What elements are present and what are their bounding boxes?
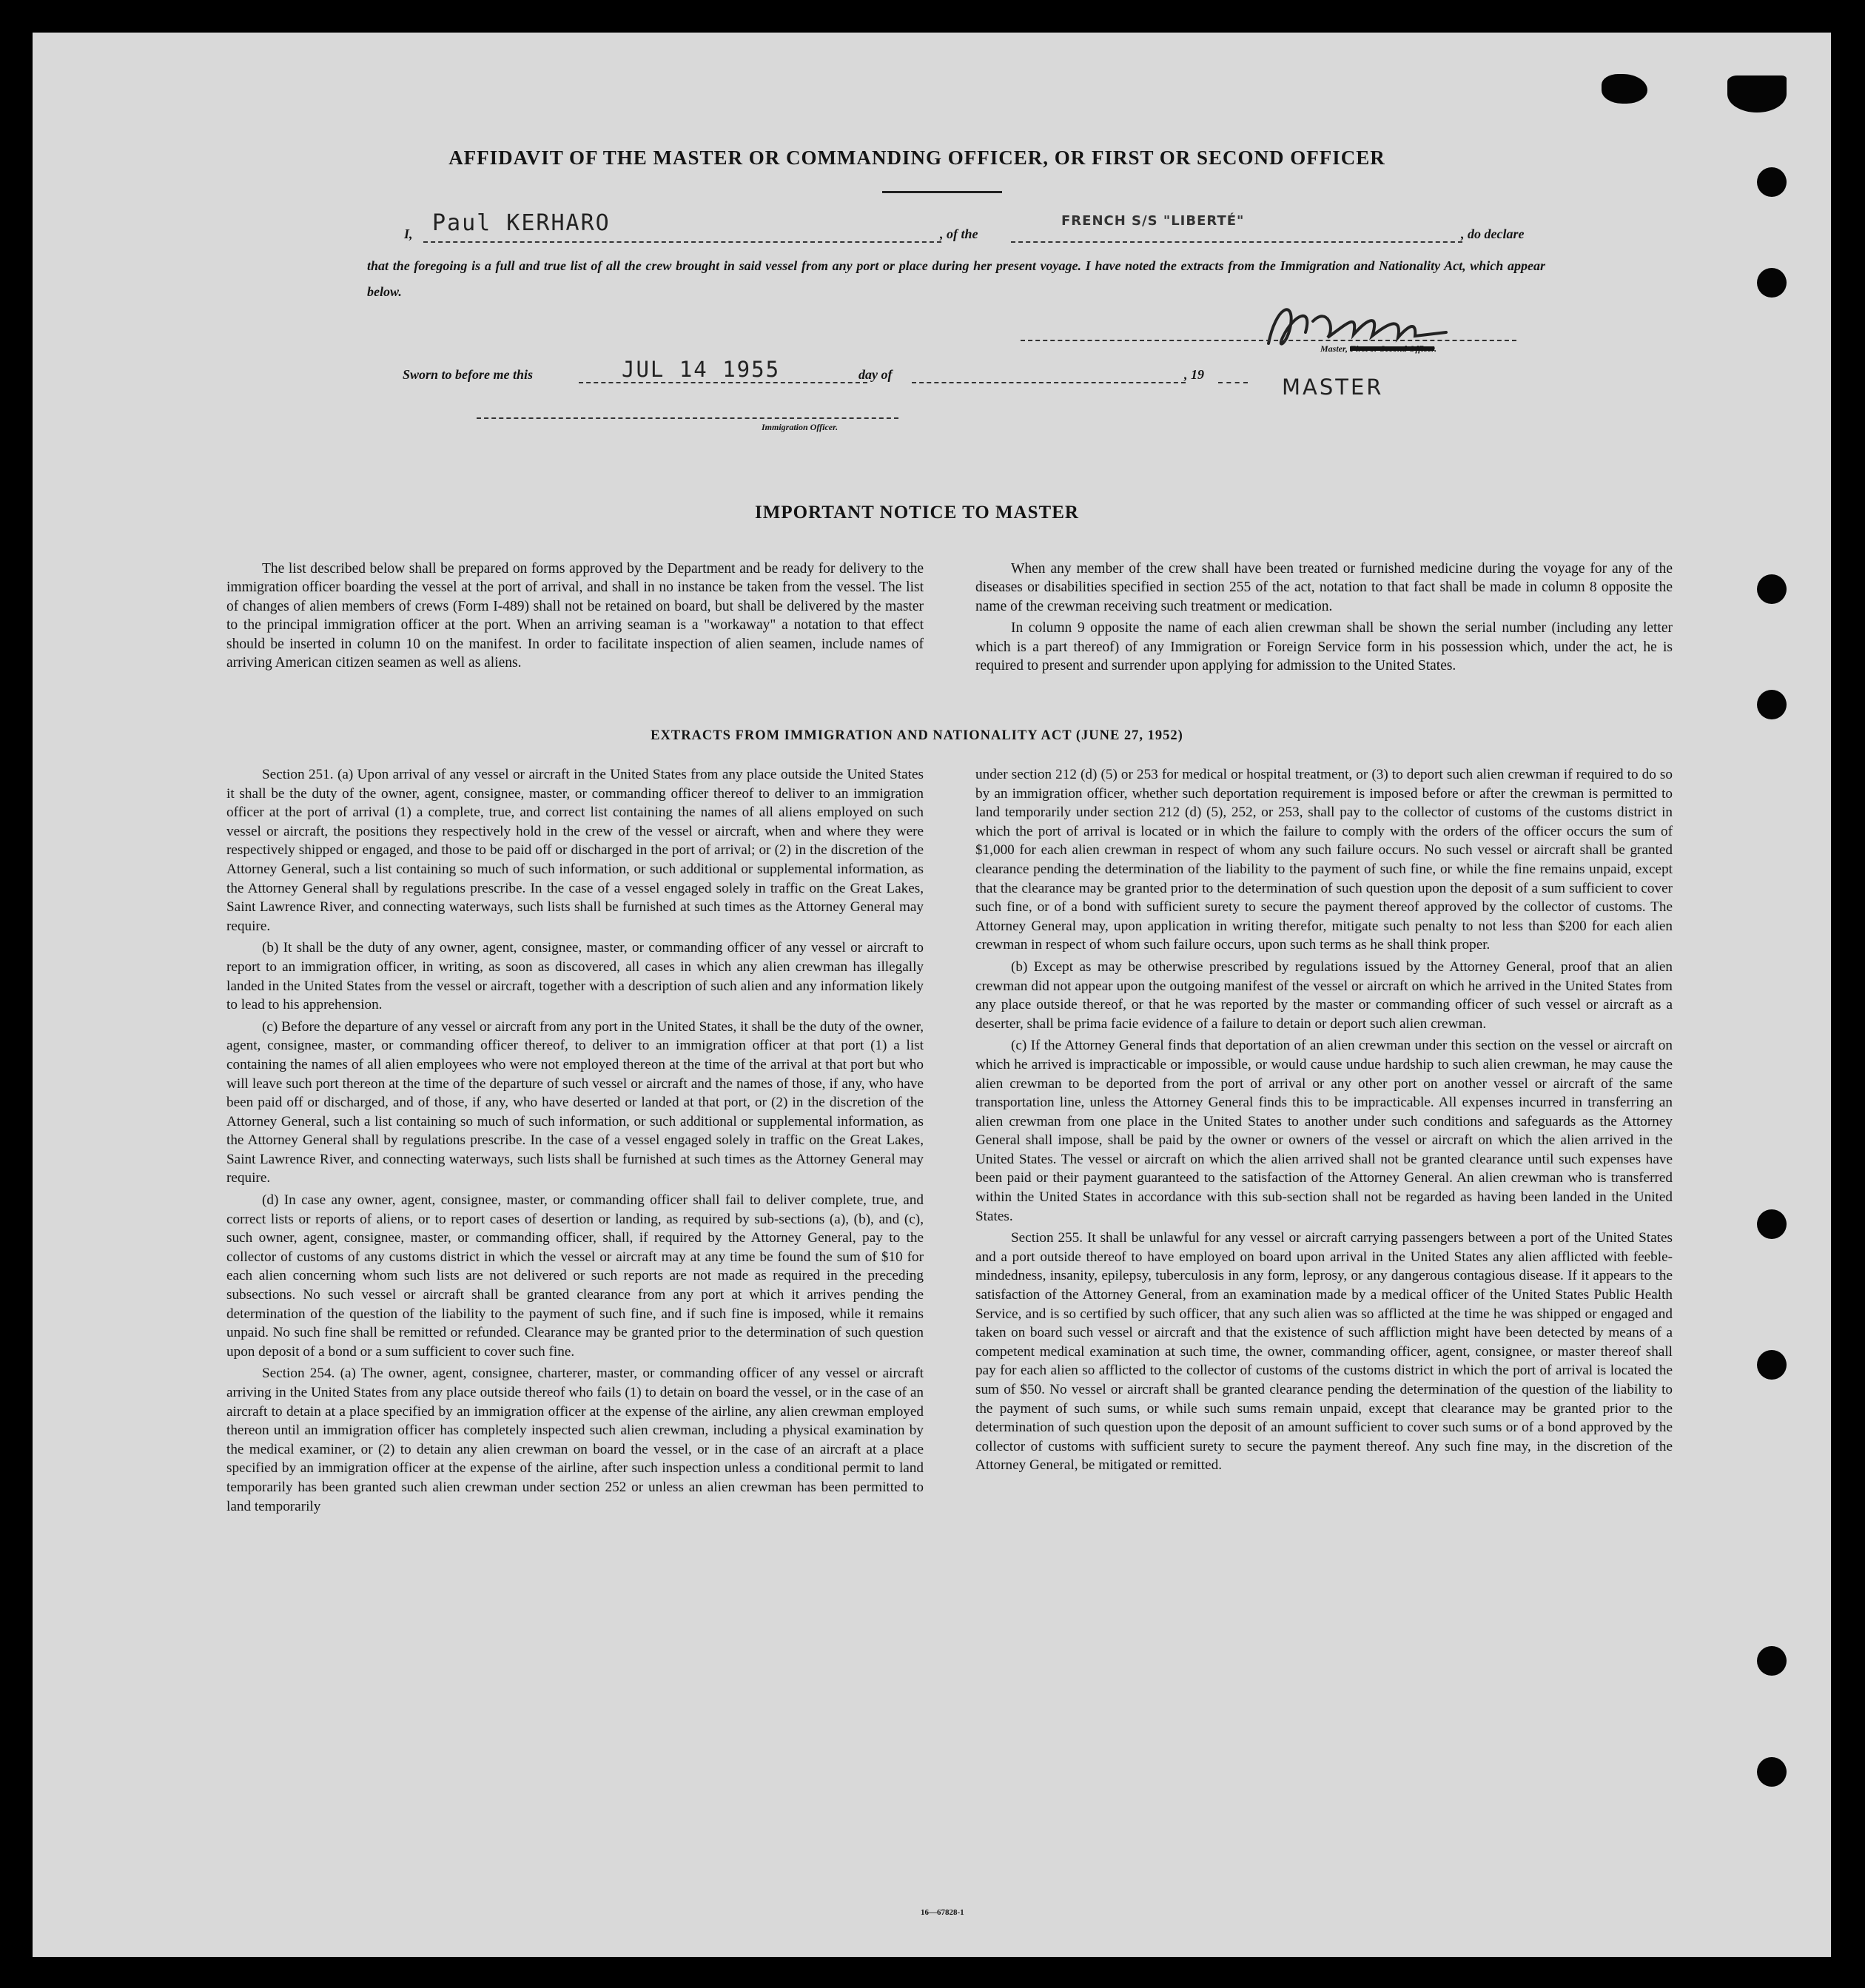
extracts-right-column (975, 765, 1673, 1478)
section-251-b: (b) It shall be the duty of any owner, agent, consignee, master, or commanding officer of any vessel or aircraft to report to an immigration officer, in writing, as soon as discovered, all cases in which any alien crewman has illegally landed in the United States from the vessel or aircraft, together with a description of such alien and any information likely to lead to his apprehension. (226, 940, 924, 1013)
month-line (912, 382, 1186, 383)
ink-blot (1602, 74, 1647, 104)
extracts-title: EXTRACTS FROM IMMIGRATION AND NATIONALITY ACT (JUNE 27, 1952) (651, 728, 1183, 743)
vessel-name: FRENCH S/S "LIBERTÉ" (1061, 213, 1245, 229)
ink-blot-corner (1727, 75, 1787, 113)
immigration-officer-line (477, 417, 898, 419)
day-of-label: day of (858, 367, 893, 382)
notice-right-text-1: When any member of the crew shall have been treated or furnished medicine during the voyage for any of the diseases or disabilities specified in section 255 of the act, notation to that fact shall be made in column 8 opposite the name of the crewman receiving such treatment or medication. (975, 561, 1673, 614)
punch-hole-4 (1757, 690, 1787, 719)
notice-right-text-2: In column 9 opposite the name of each alien crewman shall be shown the serial number (including any letter which is a part thereof) of any Immigration or Foreign Service form in his possession which, under the act, he is required to present and surrender upon applying for admission to the United States. (975, 620, 1673, 674)
punch-hole-7 (1757, 1646, 1787, 1676)
section-251-a: Section 251. (a) Upon arrival of any vessel or aircraft in the United States from any place outside the United States it shall be the duty of the owner, agent, consignee, master, or commanding officer thereof to deliver to an immigration officer at the port of arrival (1) a complete, true, and correct list containing the names of all aliens employed on such vessel or aircraft, the positions they respectively hold in the crew of the vessel or aircraft, when and where they were respectively shipped or engaged, and those to be paid off or discharged in the port of arrival; or (2) in the discretion of the Attorney General, such a list containing so much of such information, or such additional or supplemental information, as the Attorney General shall by regulations prescribe. In the case of a vessel engaged solely in traffic on the Great Lakes, Saint Lawrence River, and connecting waterways, such lists shall be furnished at such times as the Attorney General may require. (226, 767, 924, 934)
section-254-b: (b) Except as may be otherwise prescribed by regulations issued by the Attorney General, proof that an alien crewman did not appear upon the outgoing manifest of the vessel or aircraft on which he arrived in the United States from any place outside thereof, or that he was reported by the master or commanding officer of such vessel or aircraft as a deserter, shall be prima facie evidence of a failure to detain or deport such alien crewman. (975, 958, 1673, 1032)
officer-name: Paul KERHARO (432, 210, 611, 236)
declaration-text: that the foregoing is a full and true list of all the crew brought in said vessel from any port or place during her present voyage. I have noted the extracts from the Immigration and Nationality Act, which appear below. (367, 258, 1545, 299)
sworn-date: JUL 14 1955 (622, 357, 781, 382)
name-line (423, 241, 941, 243)
title-rule (882, 191, 1002, 193)
form-number: 16—67828-1 (921, 1908, 964, 1917)
section-255: Section 255. It shall be unlawful for any vessel or aircraft carrying passengers between a port of the United States and a port outside thereof to have employed on board upon arrival in the United States any alien afflicted with feeble-mindedness, insanity, epilepsy, tuberculosis in any form, leprosy, or any dangerous contagious disease. If it appears to the satisfaction of the Attorney General, from an examination made by a medical officer of the United States Public Health Service, and is so certified by such officer, that any such alien was so afflicted at the time he was shipped or engaged and taken on board such vessel or aircraft and that the existence of such affliction might have been detected by means of a competent medical examination at such time, the owner, commanding officer, agent, consignee, or master thereof shall pay for each alien so afflicted to the collector of customs of the customs district in which the port of arrival is located the sum of $50. No vessel or aircraft shall be granted clearance pending the determination of the question of the liability to the payment of such sums, or while such sums remain unpaid, except that clearance may be granted prior to the determination of such question upon the deposit of an amount sufficient to cover such sums or of a bond approved by the collector of customs with sufficient surety to secure the payment thereof. Any such fine may, in the discretion of the Attorney General, be mitigated or remitted. (975, 1230, 1673, 1474)
rank-stamp: MASTER (1282, 375, 1384, 400)
affidavit-title: AFFIDAVIT OF THE MASTER OR COMMANDING OFFICER, OR FIRST OR SECOND OFFICER (448, 147, 1385, 169)
punch-hole-2 (1757, 268, 1787, 298)
master-caption-struck: First or Second Officer (1350, 343, 1435, 354)
notice-left-column (226, 560, 924, 675)
section-251-c: (c) Before the departure of any vessel or aircraft from any port in the United States, it shall be the duty of the owner, agent, consignee, master, or commanding officer thereof, to deliver to an immigration officer at that port (1) a list containing the names of all alien employees who were not employed thereon at the time of the arrival at that port but who will leave such port thereon at the time of the departure of such vessel or aircraft and the names of those, if any, who have been paid off or discharged, and of those, if any, who have deserted or landed at that port, or (2) in the discretion of the Attorney General, such a list containing so much of such information, or such additional or supplemental information, as the Attorney General shall by regulations prescribe. In the case of a vessel engaged solely in traffic on the Great Lakes, Saint Lawrence River, and connecting waterways, such lists shall be furnished at such times as the Attorney General may require. (226, 1018, 924, 1186)
punch-hole-6 (1757, 1350, 1787, 1380)
notice-left-text: The list described below shall be prepared on forms approved by the Department and be ready for delivery to the immigration officer boarding the vessel at the port of arrival, and shall in no instance be taken from the vessel. The list of changes of alien members of crews (Form I-489) shall not be retained on board, but shall be delivered by the master to the principal immigration officer at the port. When an arriving seaman is a "workaway" a notation to that effect should be inserted in column 10 on the manifest. In order to facilitate inspection of alien seamen, include names of arriving American citizen seamen as well as aliens. (226, 561, 924, 671)
of-the-label: , of the (940, 226, 978, 241)
vessel-line (1011, 241, 1462, 243)
punch-hole-8 (1757, 1757, 1787, 1787)
signature-line (1021, 340, 1516, 341)
section-254-a: Section 254. (a) The owner, agent, consignee, charterer, master, or commanding officer of any vessel or aircraft arriving in the United States from any place outside thereof who fails (1) to detain on board the vessel, or in the case of an aircraft to detain at a place specified by an immigration officer at the expense of the airline, any alien crewman employed thereon until an immigration officer has completely inspected such alien crewman, including a physical examination by the medical examiner, or (2) to detain any alien crewman on board the vessel, or in the case of an aircraft at a place specified by an immigration officer at the expense of the airline, after such inspection unless a conditional permit to land temporarily has been granted such alien crewman under section 252 or unless an alien crewman has been permitted to land temporarily (226, 1366, 924, 1514)
master-caption: Master, First or Second Officer. (1320, 343, 1437, 354)
document-page (33, 33, 1831, 1957)
year-prefix: , 19 (1184, 367, 1204, 382)
punch-hole-1 (1757, 167, 1787, 197)
year-line (1218, 382, 1248, 383)
sworn-label: Sworn to before me this (403, 367, 534, 382)
notice-right-column (975, 560, 1673, 678)
punch-hole-5 (1757, 1209, 1787, 1239)
punch-hole-3 (1757, 574, 1787, 604)
do-declare-label: , do declare (1461, 226, 1525, 241)
extracts-left-column (226, 765, 924, 1519)
i-label: I, (404, 226, 413, 241)
master-caption-text: Master, (1320, 343, 1348, 354)
section-254-c: (c) If the Attorney General finds that deportation of an alien crewman under this section on the vessel or aircraft on which he arrived is impracticable or impossible, or would cause undue hardship to such alien crewman, he may cause the alien crewman to be deported from the port of arrival or any other port on another vessel or aircraft of the same transportation line, unless the Attorney General finds this to be impracticable. All expenses incurred in transferring an alien crewman from one place in the United States to another under such conditions and safeguards as the Attorney General shall impose, shall be paid by the owner or owners of the vessel or aircraft on which the alien arrived in the United States. The vessel or aircraft on which the alien arrived shall not be granted clearance until such expenses have been paid or their payment guaranteed to the satisfaction of the Attorney General. An alien crewman who is transferred within the United States in accordance with this sub-section shall not be regarded as having been landed in the United States. (975, 1038, 1673, 1224)
section-254-a-continued: under section 212 (d) (5) or 253 for medical or hospital treatment, or (3) to deport such alien crewman if required to do so by an immigration officer, whether such deportation requirement is imposed before or after the crewman is permitted to land temporarily under section 212 (d) (5), 252, or 253, shall pay to the collector of customs of the customs district in which the port of arrival is located or in which the failure to comply with the orders of the officer occurs the sum of $1,000 for each alien crewman in respect of whom any such failure occurs. No such vessel or aircraft shall be granted clearance pending the determination of the liability to the payment of such fine, or while the fine remains unpaid, except that the clearance may be granted prior to the determination of such question upon the deposit of a sum sufficient to cover such fine, or of a bond with sufficient surety to secure the payment thereof approved by the collector of customs. The Attorney General may, upon application in writing therefor, mitigate such penalty to not less than $200 for each alien crewman in respect of whom such failure occurs, upon such terms as he shall think proper. (975, 767, 1673, 953)
sworn-date-line (579, 382, 867, 383)
notice-title: IMPORTANT NOTICE TO MASTER (755, 503, 1079, 523)
section-251-d: (d) In case any owner, agent, consignee, master, or commanding officer shall fail to deliver complete, true, and correct lists or reports of aliens, or to report cases of desertion or landing, as required by sub-sections (a), (b), and (c), such owner, agent, consignee, master, or commanding officer, shall, if required by the Attorney General, pay to the collector of customs of any customs district in which the vessel or aircraft may at any time be found the sum of $10 for each alien concerning whom such lists are not delivered or such reports are not made as required in the preceding subsections. No such vessel or aircraft shall be granted clearance from any port at which it arrives pending the determination of the question of the liability to the payment of such fine, and if such fine is imposed, while it remains unpaid. No such fine shall be remitted or refunded. Clearance may be granted prior to the determination of such question upon deposit of a bond or a sum sufficient to cover such fine. (226, 1192, 924, 1360)
immigration-officer-label: Immigration Officer. (762, 422, 839, 432)
